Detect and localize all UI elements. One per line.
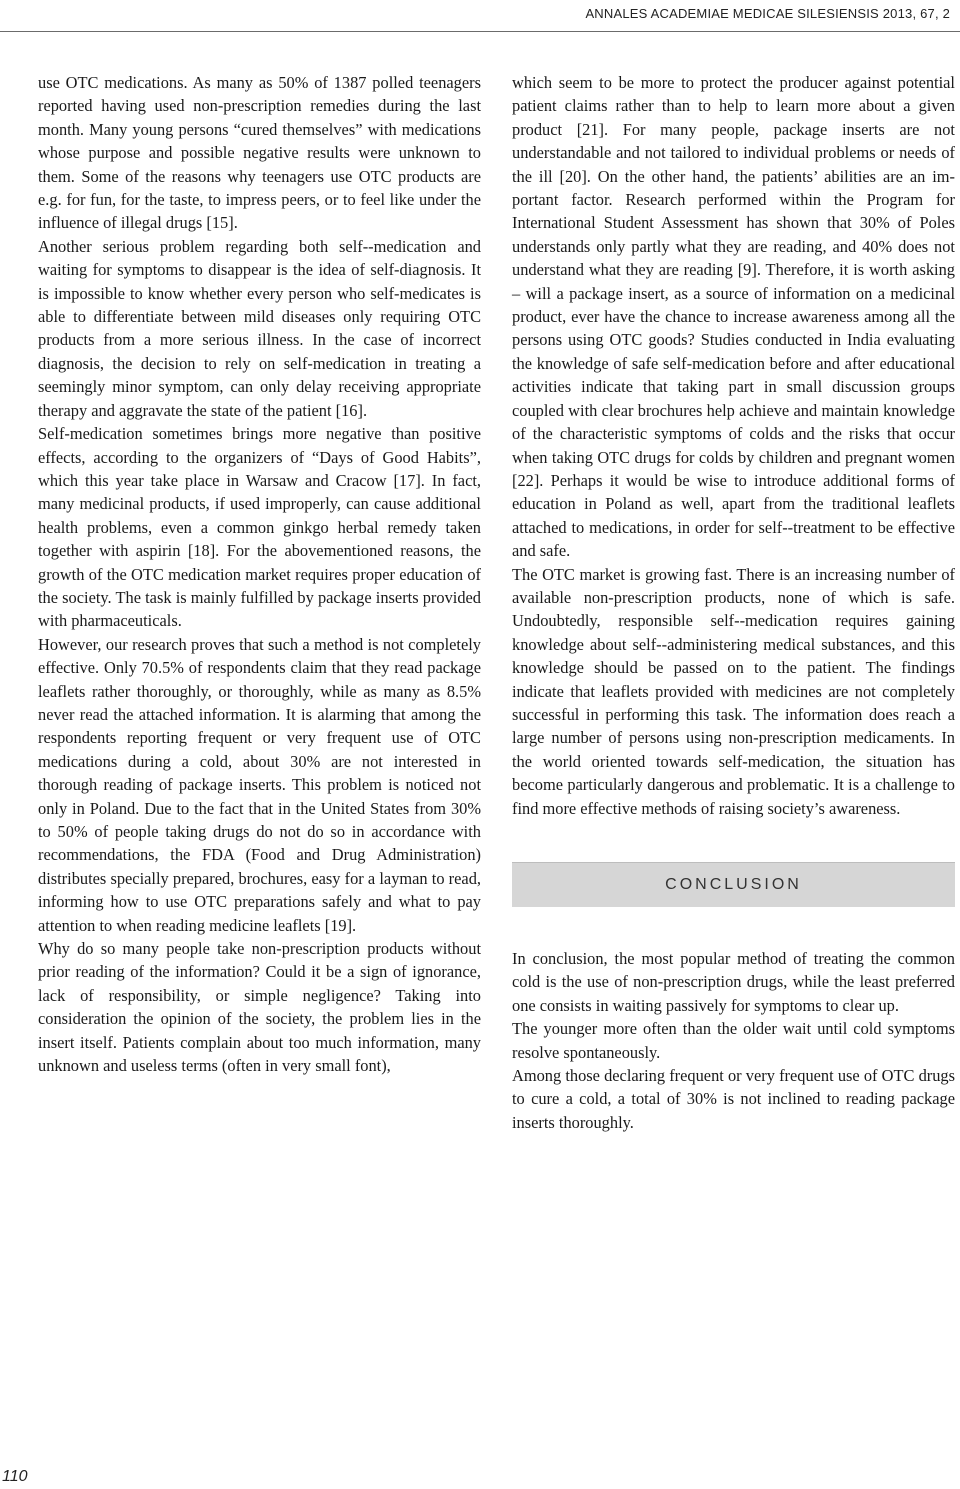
conclusion-paragraph: Among those declaring frequent or very frequent use of OTC drugs to cure a cold, a total of 30% is not inclined to reading package inserts thoroughly.: [512, 1066, 955, 1132]
page-number: 110: [2, 1468, 28, 1485]
body-paragraph: which seem to be more to protect the producer against potential patient claims rather than to help to learn more about a given product [21]. For many people, package inserts are not understandable and not tailored to individual problems or needs of the ill [20]. On the other hand, the patients’ abilities are an important factor. Research performed within the Program for International Student Assessment has shown that 30% of Poles understands only partly what they are reading, and 40% does not understand what they are reading [9]. Therefore, it is worth asking – will a package insert, as a source of information on a medicinal product, ever have the chance to increase awareness among all the persons using OTC goods? Studies conducted in India evaluating the knowledge of safe self-medication before and after educational activities indicate that taking part in small discussion groups coupled with clear brochures help achieve and maintain knowledge of the characteristic symptoms of colds and the risks that occur when taking OTC drugs for colds by children and pregnant women [22]. Perhaps it would be wise to introduce additional forms of education in Poland as well, apart from the traditional leaflets attached to medications, in order for self--treatment to be effective and safe.: [512, 73, 955, 561]
section-spacer: [512, 907, 955, 947]
conclusion-paragraph: The younger more often than the older wait until cold symptoms resolve spontaneously.: [512, 1019, 955, 1062]
body-paragraph: However, our research proves that such a method is not completely effective. Only 70.5% of respondents claim that they read package leaflets rather thoroughly, or thoroughly, while as many as 8.5% never read the attached information. It is alarming that among the respondents reporting frequent or very frequent use of OTC medications during a cold, about 30% are not interested in thorough reading of package inserts. This problem is noticed not only in Poland. Due to the fact that in the United States from 30% to 50% of people taking drugs do not do so in accordance with recommendations, the FDA (Food and Drug Administration) distributes specially prepared, brochures, easy for a layman to read, informing how to use OTC preparations safely and what to pay attention to when reading medicine leaflets [19].: [38, 634, 481, 935]
body-paragraph: The OTC market is growing fast. There is an increasing number of available non-prescription products, none of which is safe. Undoubtedly, responsible self--medication requires gaining knowledge about self--administering medical substances, and this knowledge should be passed on to the patient. The findings indicate that leaflets provided with medicines are not completely successful in performing this task. The information does reach a large number of persons using non-prescription medicaments. In the world oriented towards self-medication, the situation has become particularly dangerous and problematic. It is a challenge to find more effective methods of raising society’s awareness.: [512, 564, 955, 818]
left-column: [38, 71, 481, 1077]
body-paragraph: Another serious problem regarding both self--medication and waiting for symptoms to disappear is the idea of self-diagnosis. It is impossible to know whether every person who self-medicates is able to differentiate between mild diseases only requiring OTC products from a more serious illness. In the case of incorrect diagnosis, the decision to rely on self-medication in treating a seemingly minor symptom, can only delay receiving appropriate therapy and aggravate the state of the patient [16].: [38, 236, 481, 420]
conclusion-paragraph: In conclusion, the most popular method of treating the common cold is the use of non-prescription drugs, while the least preferred one consists in waiting passively for symptoms to clear up.: [512, 949, 955, 1015]
right-column: [512, 71, 955, 1134]
conclusion-heading: CONCLUSION: [512, 862, 955, 907]
body-paragraph: Self-medication sometimes brings more negative than positive effects, according to the organizers of “Days of Good Habits”, which this year take place in Warsaw and Cracow [17]. In fact, many medicinal products, if used improperly, can cause additional health problems, even a common ginkgo herbal remedy taken together with aspirin [18]. For the abovementioned reasons, the growth of the OTC medication market requires proper education of the society. The task is mainly fulfilled by package inserts provided with pharmaceuticals.: [38, 424, 481, 631]
body-paragraph: Why do so many people take non-prescription products without prior reading of the information? Could it be a sign of ignorance, lack of responsibility, or simple negligence? Taking into consideration the opinion of the society, the problem lies in the insert itself. Patients complain about too much information, many unknown and useless terms (often in very small font),: [38, 939, 481, 1076]
journal-running-head: ANNALES ACADEMIAE MEDICAE SILESIENSIS 2013, 67, 2: [585, 6, 950, 21]
header-rule: [0, 31, 960, 32]
body-paragraph: use OTC medications. As many as 50% of 1387 polled teenagers reported having used non-prescription remedies during the last month. Many young persons “cured themselves” with medications whose purpose and possible negative results were unknown to them. Some of the reasons why teenagers use OTC products are e.g. for fun, for the taste, to impress peers, or to feel like under the influence of illegal drugs [15].: [38, 73, 481, 233]
